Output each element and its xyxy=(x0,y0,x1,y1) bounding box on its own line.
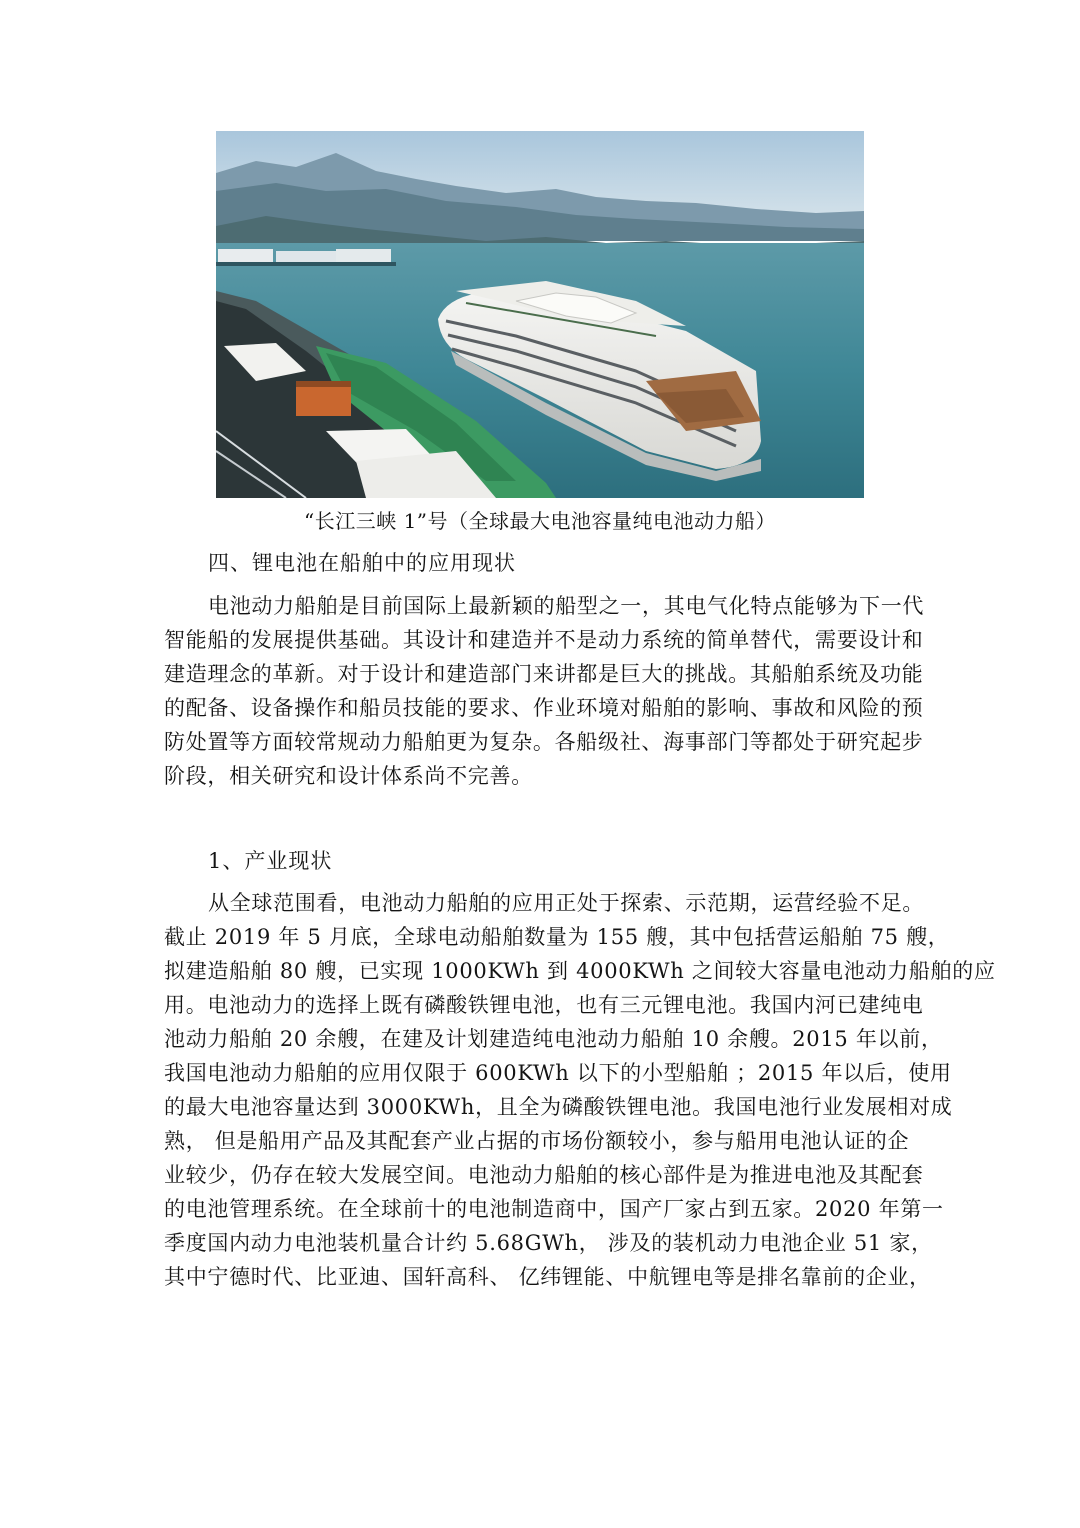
paragraph-line: 截止 2019 年 5 月底，全球电动船舶数量为 155 艘，其中包括营运船舶 75 艘， xyxy=(164,925,950,949)
paragraph-line: 熟， 但是船用产品及其配套产业占据的市场份额较小，参与船用电池认证的企 xyxy=(164,1129,910,1153)
paragraph-line: 的电池管理系统。在全球前十的电池制造商中，国产厂家占到五家。2020 年第一 xyxy=(164,1197,944,1221)
paragraph-line: 池动力船舶 20 余艘，在建及计划建造纯电池动力船舶 10 余艘。2015 年以前， xyxy=(164,1027,943,1051)
paragraph-line: 从全球范围看，电池动力船舶的应用正处于探索、示范期，运营经验不足。 xyxy=(208,891,925,915)
paragraph-line: 业较少，仍存在较大发展空间。电池动力船舶的核心部件是为推进电池及其配套 xyxy=(164,1163,924,1187)
paragraph-line: 电池动力船舶是目前国际上最新颖的船型之一，其电气化特点能够为下一代 xyxy=(208,594,925,618)
paragraph-line: 的最大电池容量达到 3000KWh，且全为磷酸铁锂电池。我国电池行业发展相对成 xyxy=(164,1095,953,1119)
paragraph-line: 我国电池动力船舶的应用仅限于 600KWh 以下的小型船舶 ；2015 年以后，使用 xyxy=(164,1061,952,1085)
ship-photo xyxy=(216,131,864,498)
paragraph-line: 智能船的发展提供基础。其设计和建造并不是动力系统的简单替代，需要设计和 xyxy=(164,628,924,652)
figure-caption: “长江三峡 1”号（全球最大电池容量纯电池动力船） xyxy=(303,509,777,533)
paragraph-line: 拟建造船舶 80 艘，已实现 1000KWh 到 4000KWh 之间较大容量电池动力船舶的应 xyxy=(164,959,996,983)
paragraph-line: 的配备、设备操作和船员技能的要求、作业环境对船舶的影响、事故和风险的预 xyxy=(164,696,924,720)
subsection-heading: 1、产业现状 xyxy=(208,849,333,873)
paragraph-line: 用。电池动力的选择上既有磷酸铁锂电池，也有三元锂电池。我国内河已建纯电 xyxy=(164,993,924,1017)
paragraph-line: 阶段，相关研究和设计体系尚不完善。 xyxy=(164,764,533,788)
paragraph-line: 防处置等方面较常规动力船舶更为复杂。各船级社、海事部门等都处于研究起步 xyxy=(164,730,924,754)
paragraph-line: 建造理念的革新。对于设计和建造部门来讲都是巨大的挑战。其船舶系统及功能 xyxy=(164,662,924,686)
section-heading: 四、锂电池在船舶中的应用现状 xyxy=(208,551,516,575)
subsection-paragraph xyxy=(164,886,996,1294)
paragraph-line: 季度国内动力电池装机量合计约 5.68GWh， 涉及的装机动力电池企业 51 家， xyxy=(164,1231,933,1255)
section-paragraph xyxy=(164,589,925,793)
paragraph-line: 其中宁德时代、比亚迪、国轩高科、 亿纬锂能、中航锂电等是排名靠前的企业， xyxy=(164,1265,931,1289)
